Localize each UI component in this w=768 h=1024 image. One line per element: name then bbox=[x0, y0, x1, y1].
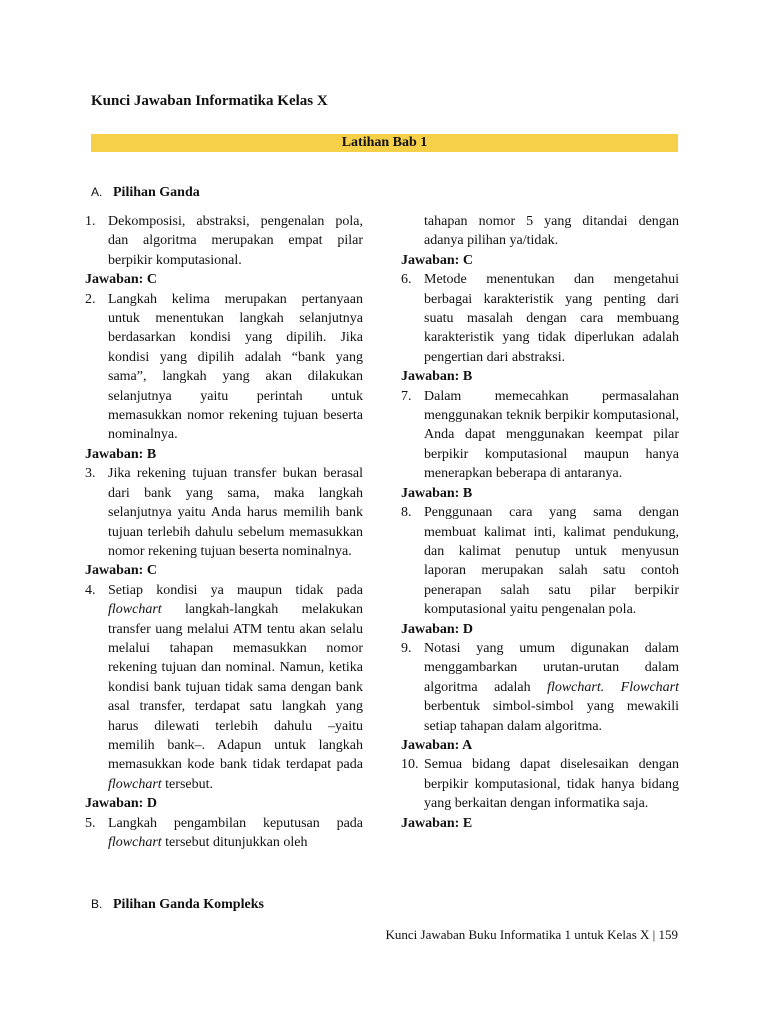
question-2 bbox=[85, 290, 363, 445]
question-3 bbox=[85, 464, 363, 561]
question-number: 4. bbox=[85, 582, 96, 598]
question-5-continued bbox=[401, 212, 679, 251]
question-number: 1. bbox=[85, 214, 96, 229]
section-b-title: Pilihan Ganda Kompleks bbox=[113, 897, 264, 912]
right-column bbox=[401, 212, 679, 833]
question-number: 6. bbox=[401, 272, 412, 288]
question-text: tahapan nomor 5 yang ditandai dengan adanya pilihan ya/tidak. bbox=[424, 214, 679, 249]
question-text: Dekomposisi, abstraksi, pengenalan pola, dan algoritma merupakan empat pilar berpikir komputasional. bbox=[108, 214, 363, 268]
left-column bbox=[85, 212, 363, 852]
question-text: Langkah kelima merupakan pertanyaan untuk menentukan langkah selanjutnya berdasarkan kondisi yang dipilih. Jika kondisi yang dipilih adalah “bank yang sama”, langkah yang akan dilakukan selanjutnya yaitu perintah untuk memasukkan nomor rekening tujuan beserta nominalnya. bbox=[108, 291, 363, 443]
section-a-letter: A. bbox=[91, 185, 103, 199]
question-text: Dalam memecahkan permasalahan menggunakan teknik berpikir komputasional, Anda dapat menggunakan keempat pilar berpikir komputasional maupun hanya menerapkan beberapa di antaranya. bbox=[424, 388, 679, 482]
question-number: 5. bbox=[85, 815, 96, 831]
answer-9: Jawaban: A bbox=[401, 737, 473, 753]
question-number: 10. bbox=[401, 757, 419, 773]
question-number: 7. bbox=[401, 388, 412, 404]
section-a-heading bbox=[91, 185, 200, 201]
answer-3: Jawaban: C bbox=[85, 563, 157, 579]
section-b-letter: B. bbox=[91, 897, 103, 911]
question-text: Langkah pengambilan keputusan pada flowchart tersebut ditunjukkan oleh bbox=[108, 815, 363, 850]
question-4 bbox=[85, 581, 363, 794]
answer-6: Jawaban: B bbox=[401, 369, 473, 385]
answer-1: Jawaban: C bbox=[85, 272, 157, 288]
answer-4: Jawaban: D bbox=[85, 796, 157, 812]
question-1 bbox=[85, 212, 363, 270]
section-b-heading bbox=[91, 897, 264, 913]
question-text: Metode menentukan dan mengetahui berbagai karakteristik yang penting dari suatu masalah dengan cara membuang karakteristik yang tidak diperlukan adalah pengertian dari abstraksi. bbox=[424, 272, 679, 365]
answer-5: Jawaban: C bbox=[401, 252, 473, 268]
question-7 bbox=[401, 387, 679, 484]
question-text: Notasi yang umum digunakan dalam menggambarkan urutan-urutan dalam algoritma adalah flowchart. Flowchart berbentuk simbol-simbol yang mewakili setiap tahapan dalam algoritma. bbox=[424, 640, 679, 734]
question-text: Penggunaan cara yang sama dengan membuat kalimat inti, kalimat pendukung, dan kalimat penutup untuk menyusun laporan merupakan salah satu contoh penerapan salah satu pilar berpikir komputasional yaitu pengenalan pola. bbox=[424, 505, 679, 618]
question-number: 2. bbox=[85, 291, 96, 307]
question-10 bbox=[401, 755, 679, 813]
question-text: Jika rekening tujuan transfer bukan berasal dari bank yang sama, maka langkah selanjutnya yaitu Anda harus memilih bank tujuan terlebih dahulu sebelum memasukkan nomor rekening tujuan beserta nominalnya. bbox=[108, 466, 363, 559]
question-text: Setiap kondisi ya maupun tidak pada flowchart langkah-langkah melakukan transfer uang melalui ATM tentu akan selalu melalui tahapan memasukkan nomor rekening tujuan dan nominal. Namun, ketika kondisi bank tujuan tidak sama dengan bank asal transfer, terdapat satu langkah yang harus dilewati terlebih dahulu –yaitu memilih bank–. Adapun untuk langkah memasukkan kode bank tidak terdapat pada flowchart tersebut. bbox=[108, 582, 363, 792]
question-number: 9. bbox=[401, 640, 412, 656]
question-8 bbox=[401, 503, 679, 619]
question-number: 8. bbox=[401, 505, 412, 521]
answer-8: Jawaban: D bbox=[401, 621, 473, 637]
question-9 bbox=[401, 639, 679, 736]
chapter-banner: Latihan Bab 1 bbox=[91, 134, 678, 152]
question-6 bbox=[401, 270, 679, 367]
page-footer: Kunci Jawaban Buku Informatika 1 untuk Kelas X | 159 bbox=[385, 927, 678, 942]
question-5 bbox=[85, 814, 363, 853]
answer-2: Jawaban: B bbox=[85, 446, 157, 462]
document-title: Kunci Jawaban Informatika Kelas X bbox=[91, 93, 328, 109]
question-number: 3. bbox=[85, 466, 96, 482]
answer-7: Jawaban: B bbox=[401, 485, 473, 501]
question-text: Semua bidang dapat diselesaikan dengan berpikir komputasional, tidak hanya bidang yang berkaitan dengan informatika saja. bbox=[424, 757, 679, 812]
section-a-title: Pilihan Ganda bbox=[113, 185, 200, 200]
answer-10: Jawaban: E bbox=[401, 815, 473, 831]
